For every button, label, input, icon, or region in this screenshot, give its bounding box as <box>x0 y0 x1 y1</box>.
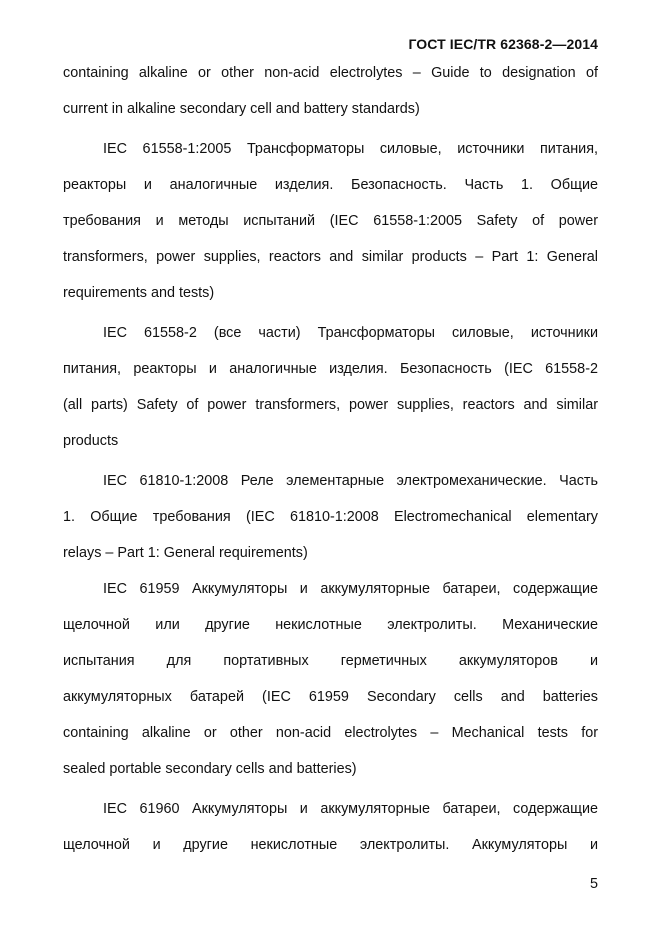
text-line: relays – Part 1: General requirements) <box>63 545 308 561</box>
text-line: 1. Общие требования (IEC 61810-1:2008 Electromechanical elementary <box>63 509 598 525</box>
text-line: sealed portable secondary cells and batteries) <box>63 761 357 777</box>
paragraph-iec-61558-2 <box>63 318 598 462</box>
paragraph-continuation <box>63 58 598 130</box>
text-line: аккумуляторных батарей (IEC 61959 Secondary cells and batteries <box>63 689 598 705</box>
paragraph-iec-61959 <box>63 574 598 790</box>
text-line: transformers, power supplies, reactors and similar products – Part 1: General <box>63 249 598 265</box>
text-line: испытания для портативных герметичных аккумуляторов и <box>63 653 598 669</box>
document-header: ГОСТ IEC/TR 62368-2—2014 <box>408 36 598 52</box>
text-line: requirements and tests) <box>63 285 215 301</box>
text-line: IEC 61959 Аккумуляторы и аккумуляторные батареи, содержащие <box>103 581 598 597</box>
text-line: требования и методы испытаний (IEC 61558-1:2005 Safety of power <box>63 213 598 229</box>
text-line: products <box>63 433 119 449</box>
paragraph-iec-61810-1 <box>63 466 598 574</box>
text-line: щелочной и другие некислотные электролиты. Аккумуляторы и <box>63 837 598 853</box>
text-line: IEC 61558-2 (все части) Трансформаторы силовые, источники <box>103 325 598 341</box>
text-line: containing alkaline or other non-acid electrolytes – Mechanical tests for <box>63 725 598 741</box>
page-number: 5 <box>589 876 598 892</box>
text-line: current in alkaline secondary cell and battery standards) <box>63 101 420 117</box>
text-line: IEC 61810-1:2008 Реле элементарные электромеханические. Часть <box>103 473 598 489</box>
text-line: щелочной или другие некислотные электролиты. Механические <box>63 617 598 633</box>
text-line: IEC 61558-1:2005 Трансформаторы силовые, источники питания, <box>103 141 598 157</box>
text-line: реакторы и аналогичные изделия. Безопасность. Часть 1. Общие <box>63 177 598 193</box>
text-line: питания, реакторы и аналогичные изделия. Безопасность (IEC 61558-2 <box>63 361 598 377</box>
document-body <box>63 58 598 866</box>
paragraph-iec-61960 <box>63 794 598 866</box>
text-line: (all parts) Safety of power transformers, power supplies, reactors and similar <box>63 397 598 413</box>
text-line: containing alkaline or other non-acid electrolytes – Guide to designation of <box>63 65 598 81</box>
text-line: IEC 61960 Аккумуляторы и аккумуляторные батареи, содержащие <box>103 801 598 817</box>
paragraph-iec-61558-1 <box>63 134 598 314</box>
